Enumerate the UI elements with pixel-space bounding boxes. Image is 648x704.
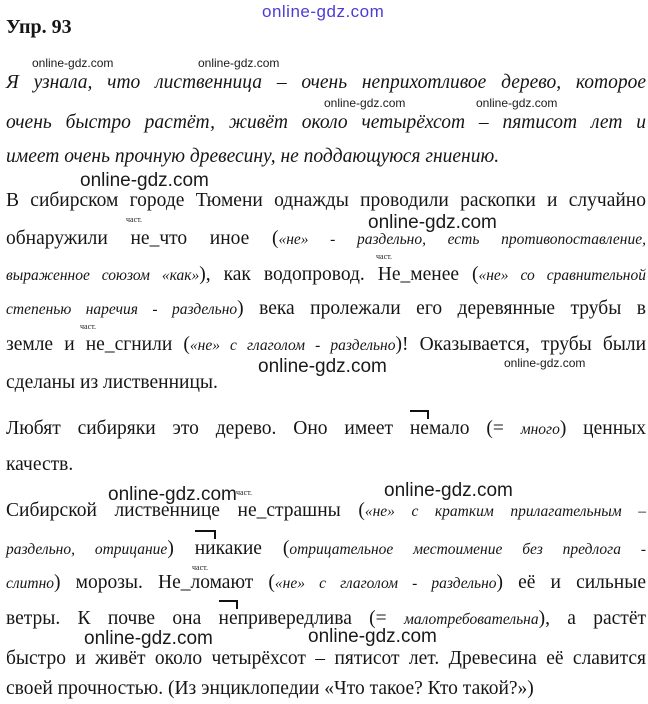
part-of-speech-mark: част.: [192, 563, 209, 572]
annotation: слитно: [6, 575, 55, 592]
text: ) её и сильные: [496, 572, 646, 593]
p2-line-4: [6, 296, 646, 323]
p2-line-3: [6, 262, 646, 289]
prefix-marked: ни: [195, 536, 216, 562]
p3-line-2: качеств.: [6, 454, 74, 475]
watermark: online-gdz.com: [368, 212, 497, 233]
watermark: online-gdz.com: [108, 484, 237, 505]
text: ) морозы. Не_ломают (: [54, 572, 275, 593]
text: какие (: [215, 538, 290, 559]
p2-line-2: [6, 226, 646, 253]
text: ) ценных: [559, 418, 646, 439]
text: ) века пролежали его деревянные трубы в: [237, 298, 646, 319]
watermark: online-gdz.com: [324, 96, 406, 110]
text: обнаружили не_что иное (: [6, 228, 279, 249]
p1-line-3: имеет очень прочную древесину, не поддающуюся гниению.: [6, 146, 500, 167]
part-of-speech-mark: част.: [376, 252, 393, 261]
watermark-top: online-gdz.com: [262, 2, 385, 21]
watermark: online-gdz.com: [84, 628, 213, 649]
watermark: online-gdz.com: [198, 56, 280, 70]
text: Сибирской лиственнице не_страшны (: [6, 500, 365, 521]
annotation: отрицательное местоимение без предлога -: [289, 541, 646, 558]
p4-line-5: быстро и живёт около четырёхсот – пятисот лет. Древесина её славится: [6, 648, 646, 669]
prefix-marked: не: [410, 416, 429, 442]
watermark: online-gdz.com: [504, 356, 586, 370]
p4-line-1: [6, 498, 646, 525]
annotation: «не» со сравнительной: [478, 267, 646, 284]
text: ), как водопровод. Не_менее (: [199, 264, 479, 285]
p2-line-5: [6, 332, 646, 359]
p4-line-6: своей прочностью. (Из энциклопедии «Что такое? Кто такой?»): [6, 678, 534, 699]
text: привередлива (=: [237, 608, 404, 629]
part-of-speech-mark: част.: [80, 322, 97, 331]
part-of-speech-mark: част.: [126, 215, 143, 224]
p3-line-1: [6, 416, 646, 443]
watermark: online-gdz.com: [258, 356, 387, 377]
annotation: «не» с глаголом - раздельно: [189, 337, 396, 354]
p1-line-1: Я узнала, что лиственница – очень неприхотливое дерево, которое: [6, 72, 646, 93]
text: ), а растёт: [538, 608, 646, 629]
text: мало (=: [428, 418, 521, 439]
watermark: online-gdz.com: [384, 480, 513, 501]
p1-line-2: очень быстро растёт, живёт около четырёхсот – пятисот лет и: [6, 112, 646, 133]
p4-line-4: [6, 606, 646, 633]
annotation: «не» - раздельно, есть противопоставление,: [278, 231, 647, 248]
annotation: выраженное союзом «как»: [6, 267, 200, 284]
text: Любят сибиряки это дерево. Оно имеет: [6, 418, 410, 439]
watermark: online-gdz.com: [80, 170, 209, 191]
p2-line-6: сделаны из лиственницы.: [6, 372, 218, 393]
p2-line-1: В сибирском городе Тюмени однажды проводили раскопки и случайно: [6, 190, 646, 211]
prefix-marked: не: [219, 606, 238, 632]
annotation: раздельно, отрицание: [6, 541, 168, 558]
p4-line-2: [6, 536, 646, 563]
annotation: много: [520, 421, 560, 438]
annotation: степенью наречия - раздельно: [6, 301, 238, 318]
annotation: малотребовательна: [403, 611, 539, 628]
watermark: online-gdz.com: [308, 626, 437, 647]
part-of-speech-mark: част.: [236, 488, 253, 497]
exercise-title: Упр. 93: [6, 16, 72, 38]
text: земле и не_сгнили (: [6, 334, 190, 355]
annotation: «не» с кратким прилагательным –: [364, 503, 646, 520]
text: ветры. К почве она: [6, 608, 219, 629]
watermark: online-gdz.com: [32, 56, 114, 70]
p4-line-3: [6, 570, 646, 597]
annotation: «не» с глаголом - раздельно: [274, 575, 497, 592]
text: ): [167, 538, 195, 559]
watermark: online-gdz.com: [476, 96, 558, 110]
text: )! Оказывается, трубы были: [395, 334, 647, 355]
